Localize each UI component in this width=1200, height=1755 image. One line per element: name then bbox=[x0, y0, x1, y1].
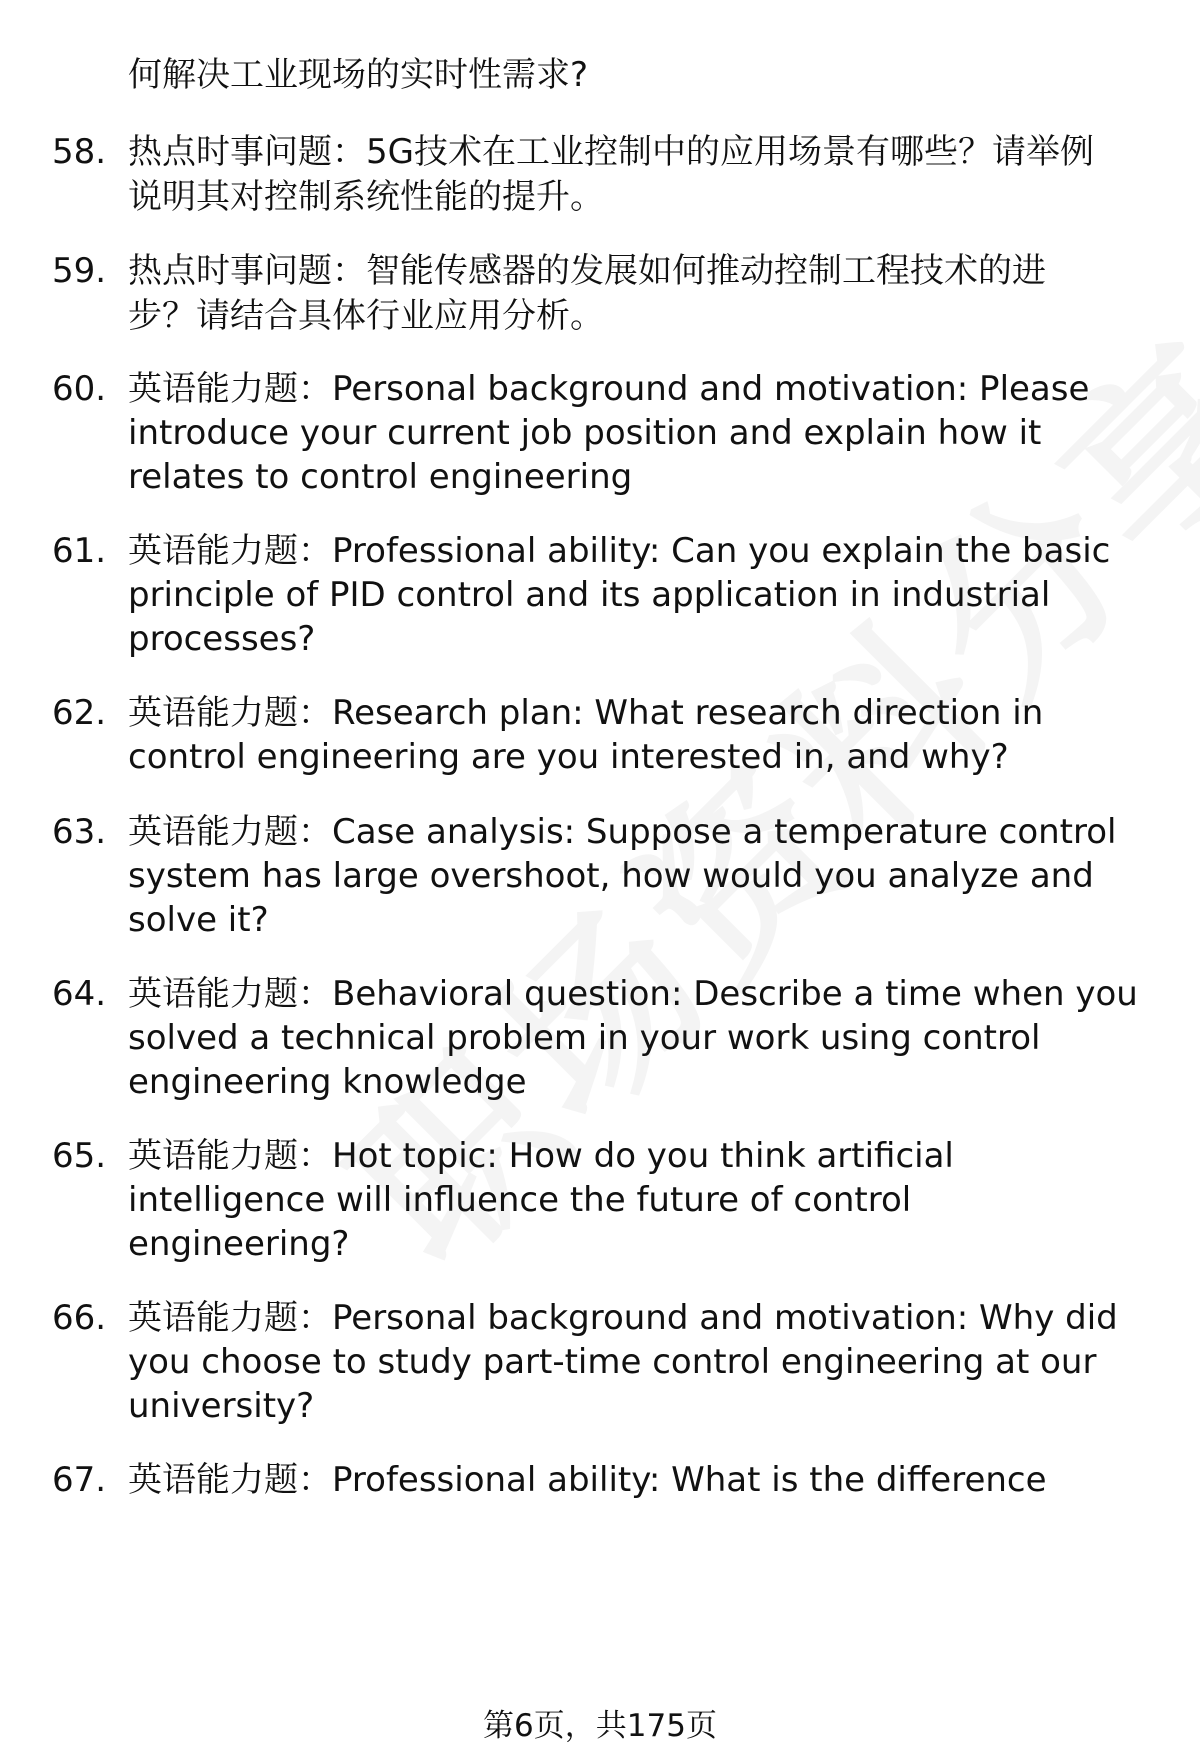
question-line: relates to control engineering bbox=[128, 457, 633, 497]
question-number: 61. bbox=[52, 531, 107, 571]
question-line: solve it? bbox=[128, 900, 269, 940]
question-line: 英语能力题：Personal background and motivation: Please bbox=[128, 369, 1090, 409]
question-number: 67. bbox=[52, 1460, 107, 1500]
question-line: 英语能力题：Case analysis: Suppose a temperature control bbox=[128, 812, 1117, 852]
question-line: principle of PID control and its application in industrial bbox=[128, 575, 1051, 615]
question-number: 66. bbox=[52, 1298, 107, 1338]
question-line: 英语能力题：Professional ability: What is the difference bbox=[128, 1460, 1047, 1500]
question-line: you choose to study part-time control engineering at our bbox=[128, 1342, 1097, 1382]
question-line: control engineering are you interested in, and why? bbox=[128, 737, 1009, 777]
question-line: 英语能力题：Personal background and motivation: Why did bbox=[128, 1298, 1118, 1338]
question-line: 英语能力题：Professional ability: Can you explain the basic bbox=[128, 531, 1111, 571]
question-line: engineering? bbox=[128, 1224, 350, 1264]
question-number: 62. bbox=[52, 693, 107, 733]
question-line: introduce your current job position and explain how it bbox=[128, 413, 1042, 453]
question-line: university? bbox=[128, 1386, 315, 1426]
question-line: 热点时事问题：5G技术在工业控制中的应用场景有哪些？请举例 bbox=[128, 132, 1094, 172]
question-line: processes? bbox=[128, 619, 316, 659]
question-number: 65. bbox=[52, 1136, 107, 1176]
question-line: 英语能力题：Research plan: What research direction in bbox=[128, 693, 1044, 733]
question-line: 说明其对控制系统性能的提升。 bbox=[128, 177, 604, 217]
question-line: intelligence will influence the future of control bbox=[128, 1180, 912, 1220]
question-line: solved a technical problem in your work using control bbox=[128, 1018, 1041, 1058]
question-line: 何解决工业现场的实时性需求? bbox=[128, 55, 589, 95]
question-line: 热点时事问题：智能传感器的发展如何推动控制工程技术的进 bbox=[128, 251, 1046, 291]
page-footer: 第6页，共175页 bbox=[483, 1708, 717, 1744]
question-number: 59. bbox=[52, 251, 107, 291]
question-number: 58. bbox=[52, 132, 107, 172]
question-line: system has large overshoot, how would you analyze and bbox=[128, 856, 1094, 896]
question-line: engineering knowledge bbox=[128, 1062, 527, 1102]
question-line: 英语能力题：Hot topic: How do you think artificial bbox=[128, 1136, 954, 1176]
question-number: 60. bbox=[52, 369, 107, 409]
question-line: 步？请结合具体行业应用分析。 bbox=[128, 296, 604, 336]
question-line: 英语能力题：Behavioral question: Describe a time when you bbox=[128, 974, 1138, 1014]
question-number: 64. bbox=[52, 974, 107, 1014]
question-number: 63. bbox=[52, 812, 107, 852]
